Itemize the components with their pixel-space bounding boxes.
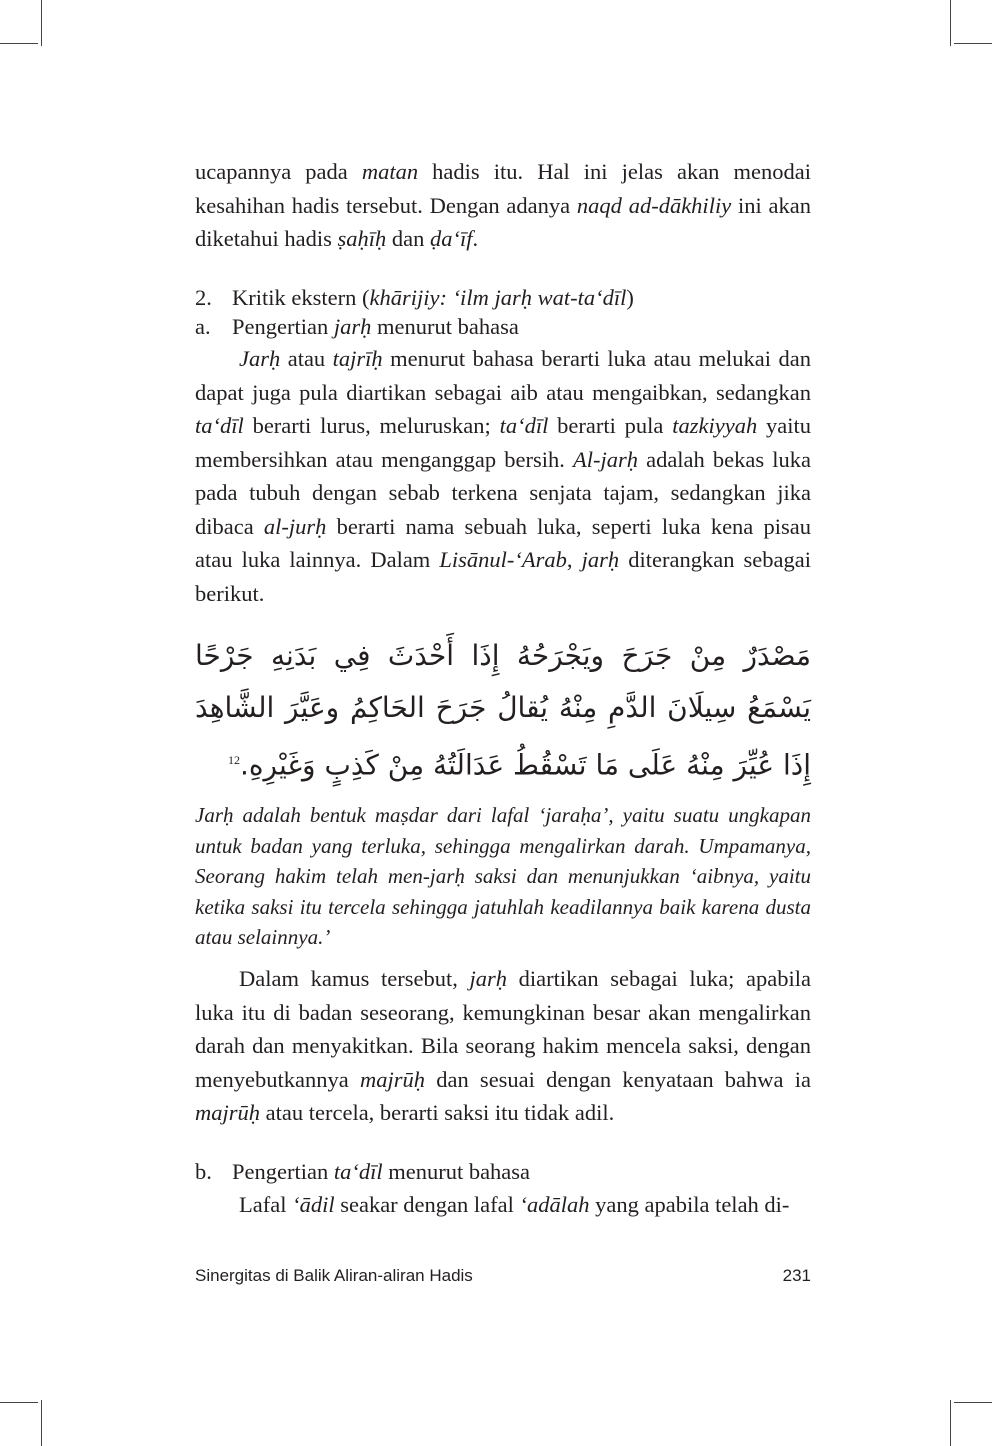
page-number: 231 <box>782 1266 811 1285</box>
list-item-2: 2. Kritik ekstern (khārijiy: ‘ilm jarḥ wat-ta‘dīl) <box>195 285 634 310</box>
crop-mark-top-left <box>41 0 42 46</box>
list-item-b-group <box>195 1157 811 1186</box>
list-item-a: a. Pengertian jarḥ menurut bahasa <box>195 314 519 339</box>
paragraph-kamus: Dalam kamus tersebut, jarḥ diartikan sebagai luka; apabila luka itu di badan seseorang, kemungkinan besar akan mengalirkan darah dan menyakitkan. Bila seorang hakim mencela saksi, dengan menyebutkannya majrūḥ dan sesuai dengan kenyataan bahwa ia majrūḥ atau tercela, berarti saksi itu tidak adil. <box>195 966 812 1125</box>
paragraph-tadil: Lafal ‘ādil seakar dengan lafal ‘adālah yang apabila telah di- <box>239 1192 790 1217</box>
crop-mark-bottom-left <box>41 1400 42 1446</box>
arabic-translation: Jarḥ adalah bentuk maṣdar dari lafal ‘jaraḥa’, yaitu suatu ungkapan untuk badan yang terluka, sehingga mengalirkan darah. Umpamanya, Seorang hakim telah men-jarḥ saksi dan menunjukkan ‘aibnya, yaitu ketika saksi itu tercela sehingga jatuhlah keadilannya baik karena dusta atau selainnya.’ <box>195 803 811 949</box>
running-title: Sinergitas di Balik Aliran-aliran Hadis <box>195 1266 473 1285</box>
arabic-quotation: مَصْدَرٌ مِنْ جَرَحَ ويَجْرَحُهُ إِذَا أَحْدَثَ فِي بَدَنِهِ جَرْحًا يَسْمَعُ سِيلَانَ الدَّمِ مِنْهُ يُقالُ جَرَحَ الحَاكِمُ وعَيَّرَ الشَّاهِدَ إِذَا عُيِّرَ مِنْهُ عَلَى مَا تَسْقُطُ عَدَالَتُهُ مِنْ كَذِبٍ وَغَيْرِهِ.$^{12}$ <box>195 639 811 782</box>
crop-mark-bottom-left-h <box>0 1402 38 1403</box>
paragraph-jarh-definition: Jarḥ atau tajrīḥ menurut bahasa berarti luka atau melukai dan dapat juga pula diartikan sebagai aib atau mengaibkan, sedangkan ta‘dīl berarti lurus, meluruskan; ta‘dīl berarti pula tazkiyyah yaitu membersihkan atau menganggap bersih. Al-jarḥ adalah bekas luka pada tubuh dengan sebab terkena senjata tajam, sedangkan jika dibaca al-jurḥ berarti nama sebuah luka, seperti luka kena pisau atau luka lainnya. Dalam Lisānul-‘Arab, jarḥ diterangkan sebagai berikut. <box>195 346 812 606</box>
crop-mark-bottom-right <box>950 1400 951 1446</box>
list-heading-group <box>195 283 811 341</box>
footnote-marker: 12 <box>227 753 240 767</box>
page-footer <box>195 1266 811 1286</box>
crop-mark-top-right <box>950 0 951 46</box>
list-item-b: b. Pengertian ta‘dīl menurut bahasa <box>195 1159 531 1184</box>
crop-mark-top-right-h <box>954 43 992 44</box>
crop-mark-top-left-h <box>0 43 38 44</box>
paragraph-intro: ucapannya pada matan hadis itu. Hal ini jelas akan menodai kesahihan hadis tersebut. Dengan adanya naqd ad-dākhiliy ini akan diketahui hadis ṣaḥīḥ dan ḍa‘īf. <box>195 159 811 251</box>
crop-mark-bottom-right-h <box>954 1402 992 1403</box>
